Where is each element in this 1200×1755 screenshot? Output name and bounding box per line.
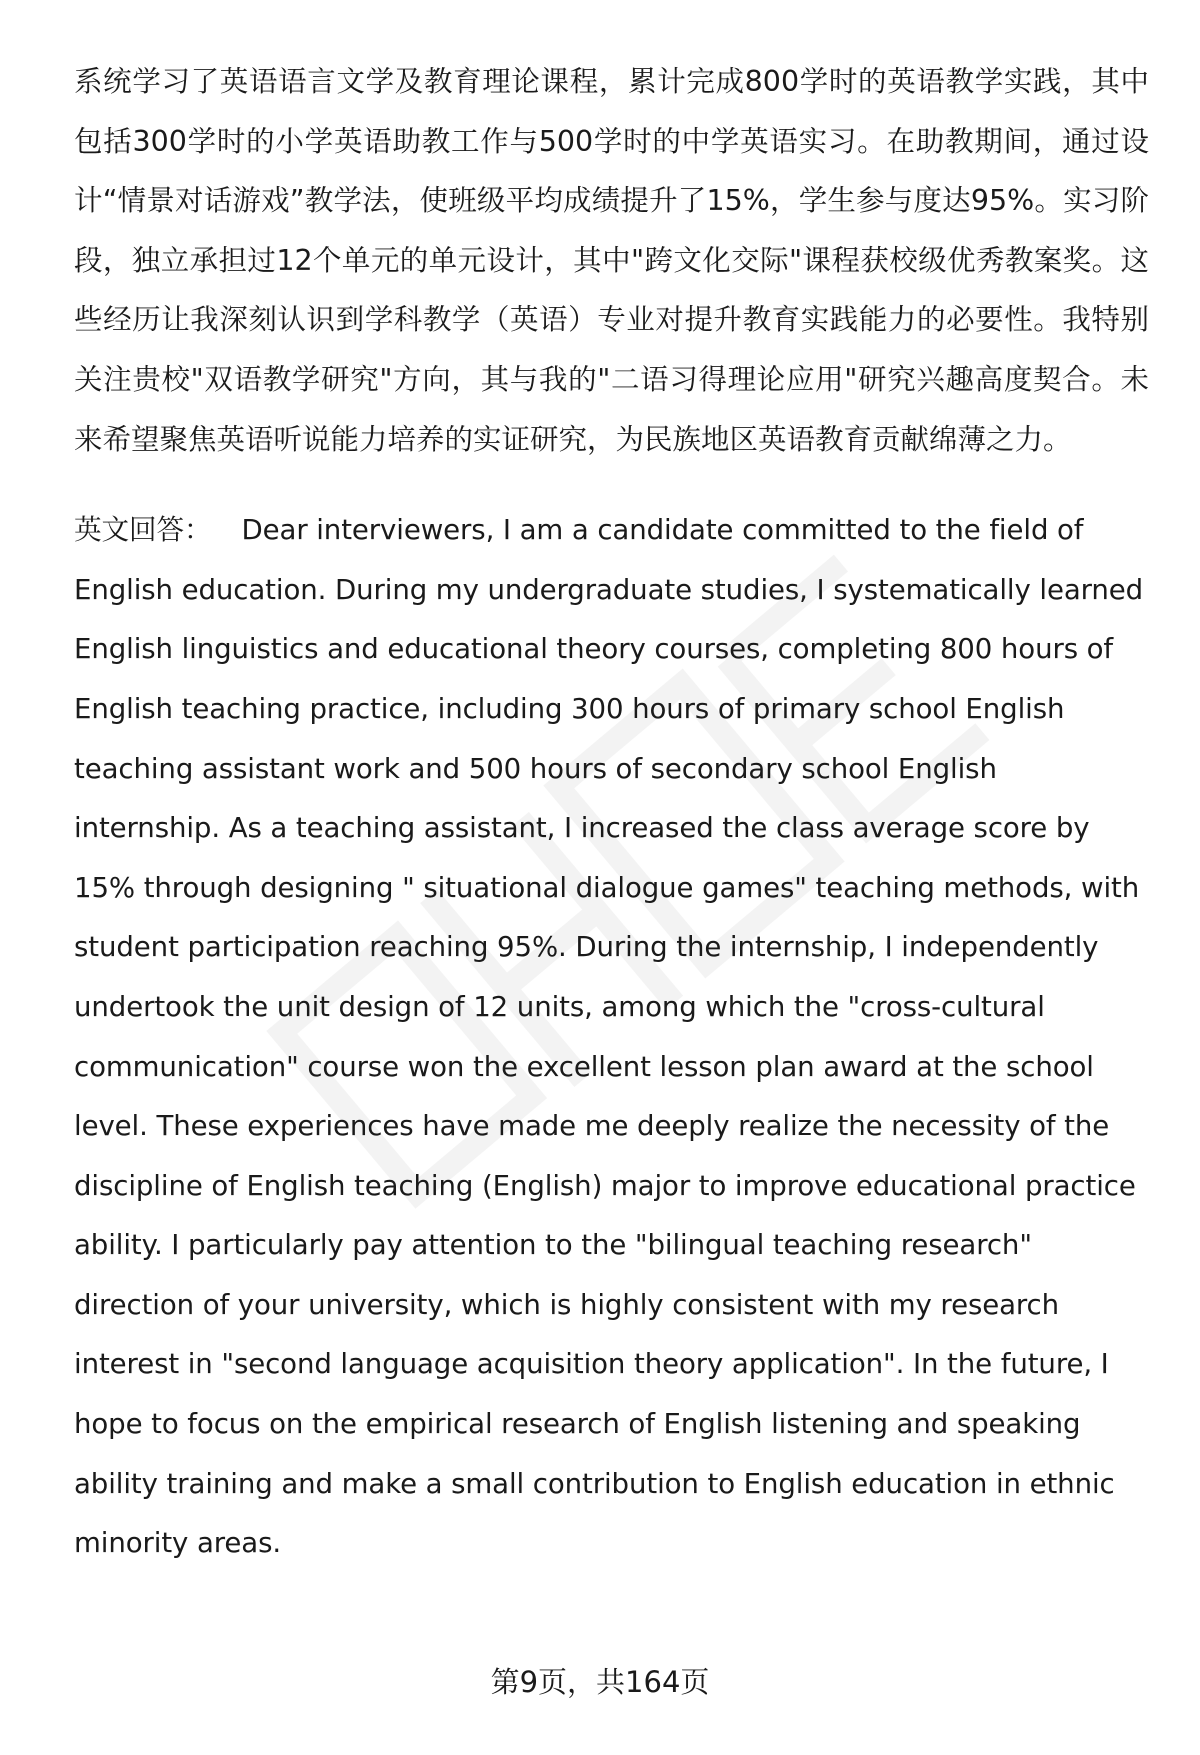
english-answer-label: 英文回答： (74, 513, 212, 547)
english-answer-paragraph (74, 500, 1149, 1573)
chinese-answer-paragraph: 系统学习了英语语言文学及教育理论课程，累计完成800学时的英语教学实践，其中包括300学时的小学英语助教工作与500学时的中学英语实习。在助教期间，通过设计“情景对话游戏”教学法，使班级平均成绩提升了15%，学生参与度达95%。实习阶段，独立承担过12个单元的单元设计，其中"跨文化交际"课程获校级优秀教案奖。这些经历让我深刻认识到学科教学（英语）专业对提升教育实践能力的必要性。我特别关注贵校"双语教学研究"方向，其与我的"二语习得理论应用"研究兴趣高度契合。未来希望聚焦英语听说能力培养的实证研究，为民族地区英语教育贡献绵薄之力。 (74, 65, 1149, 456)
english-answer-text: Dear interviewers, I am a candidate committed to the field of English education. During my undergraduate studies, I systematically learned English linguistics and educational theory courses, completing 800 hours of English teaching practice, including 300 hours of primary school English teaching assistant work and 500 hours of secondary school English internship. As a teaching assistant, I increased the class average score by 15% through designing " situational dialogue games" teaching methods, with student participation reaching 95%. During the internship, I independently undertook the unit design of 12 units, among which the "cross-cultural communication" course won the excellent lesson plan award at the school level. These experiences have made me deeply realize the necessity of the discipline of English teaching (English) major to improve educational practice ability. I particularly pay attention to the "bilingual teaching research" direction of your university, which is highly consistent with my research interest in "second language acquisition theory application". In the future, I hope to focus on the empirical research of English listening and speaking ability training and make a small contribution to English education in ethnic minority areas. (74, 513, 1144, 1560)
main-content (74, 52, 1149, 1573)
page-footer: 第9页，共164页 (490, 1665, 710, 1699)
